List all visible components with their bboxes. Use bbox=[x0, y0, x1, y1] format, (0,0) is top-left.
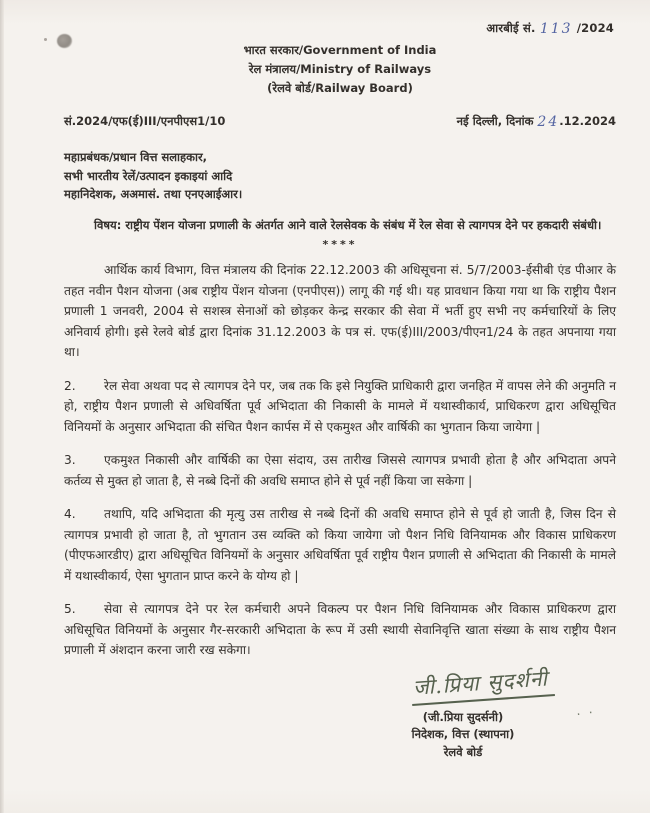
rbe-number-line bbox=[64, 20, 616, 36]
signatory-organization: रेलवे बोर्ड bbox=[443, 744, 483, 759]
reference-row bbox=[64, 113, 616, 129]
letterhead-ministry: रेल मंत्रालय/Ministry of Railways bbox=[248, 62, 432, 76]
file-number: सं.2024/एफ(ई)III/एनपीएस1/10 bbox=[64, 114, 226, 128]
addressee-line: सभी भारतीय रेलें/उत्पादन इकाइयां आदि bbox=[64, 168, 233, 183]
addressee-line: महाप्रबंधक/प्रधान वित्त सलाहकार, bbox=[64, 150, 208, 164]
addressee-block bbox=[64, 148, 616, 204]
rbe-label: आरबीई सं. bbox=[486, 21, 536, 35]
paragraph-number: 4. bbox=[64, 507, 76, 521]
paragraph-text: सेवा से त्यागपत्र देने पर रेल कर्मचारी अपने विकल्प पर पैशन निधि विनियामक और विकास प्राधिकरण द्वारा अधिसूचित विनियमों के अनुसार गैर-सरकारी अभिदाता के रूप में उसी स्थायी सेवानिवृत्ति खाता संख्या के साथ राष्ट्रीय पैशन प्रणाली में अंशदान करना जारी रख सकेगा। bbox=[64, 602, 616, 657]
paragraph-number: 2. bbox=[64, 378, 76, 393]
addressee-line: महानिदेशक, अअमासं. तथा एनएआईआर। bbox=[64, 187, 243, 201]
letterhead-board: (रेलवे बोर्ड/Railway Board) bbox=[267, 81, 413, 95]
scan-smudge-mark bbox=[57, 34, 72, 48]
subject-label: विषय: bbox=[94, 217, 122, 232]
rbe-year: /2024 bbox=[576, 21, 614, 35]
place-date bbox=[457, 113, 616, 129]
letterhead bbox=[64, 41, 616, 98]
subject-line bbox=[94, 216, 619, 236]
date-month-year: .12.2024 bbox=[559, 114, 616, 128]
letter-body bbox=[64, 260, 616, 661]
place-date-prefix: नई दिल्ली, दिनांक bbox=[456, 114, 534, 128]
paragraph-number: 5. bbox=[64, 602, 76, 616]
paragraph-1 bbox=[64, 260, 616, 363]
handwritten-signature: जी.प्रिया सुदर्शनी bbox=[410, 664, 555, 706]
paragraph-text: रेल सेवा अथवा पद से त्यागपत्र देने पर, जब तक कि इसे नियुक्ति प्राधिकारी द्वारा जनहित में वापस लेने की अनुमति न हो, राष्ट्रीय पैशन प्रणाली से अधिवर्षिता पूर्व अभिदाता की निकासी के मामले में यथास्वीकार्य, प्राधिकरण द्वारा अधिसूचित विनियमों के अनुसार अभिदाता की संचित पैशन कार्पस में से एकमुश्त और वार्षिकी का भुगतान किया जायेगा | bbox=[64, 378, 616, 434]
paragraph-2 bbox=[64, 376, 616, 438]
date-day-handwritten: 24 bbox=[537, 114, 560, 130]
star-separator: **** bbox=[322, 238, 358, 251]
paragraph-3 bbox=[64, 450, 616, 491]
paragraph-text: आर्थिक कार्य विभाग, वित्त मंत्रालय की दिनांक 22.12.2003 की अधिसूचना सं. 5/7/2003-ईसीबी एंड पीआर के तहत नवीन पैशन योजना (अब राष्ट्रीय पेंशन योजना (एनपीएस)) लागू की गई थी। यह प्रावधान किया गया था कि राष्ट्रीय पैशन प्रणाली 1 जनवरी, 2004 से सशस्त्र सेनाओं को छोड़कर केन्द्र सरकार की सेवा में भर्ती हुए सभी नए कर्मचारियों के लिए अनिवार्य होगी। इसे रेलवे बोर्ड द्वारा दिनांक 31.12.2003 के पत्र सं. एफ(ई)III/2003/पीएन1/24 के तहत अपनाया गया था। bbox=[64, 263, 616, 359]
paragraph-number: 3. bbox=[64, 453, 76, 467]
scan-dot-mark bbox=[44, 38, 47, 41]
signature-block bbox=[338, 663, 595, 761]
signatory-name: (जी.प्रिया सुदर्सनी) bbox=[422, 709, 504, 724]
paragraph-5 bbox=[64, 599, 616, 661]
paragraph-4 bbox=[64, 504, 616, 586]
rbe-number-handwritten: 113 bbox=[539, 21, 573, 37]
paragraph-text: तथापि, यदि अभिदाता की मृत्यु उस तारीख से नब्बे दिनों की अवधि समाप्त होने से पूर्व हो जाती है, जिस दिन से त्यागपत्र प्रभावी हो जाता है, तो भुगतान उस व्यक्ति को किया जायेगा जो पैशन निधि विनियामक और विकास प्राधिकरण (पीएफआरडीए) द्वारा अधिसूचित विनियमों के अनुसार अधिवर्षिता पूर्व राष्ट्रीय पैशन प्रणाली से अभिदाता की निकासी के मामले में यथास्वीकार्य, ऐसा भुगतान प्राप्त करने के योग्य हो | bbox=[64, 507, 616, 583]
subject-text: राष्ट्रीय पेंशन योजना प्रणाली के अंतर्गत आने वाले रेलसेवक के संबंध में रेल सेवा से त्यागपत्र देने पर हकदारी संबंधी। bbox=[125, 217, 602, 232]
letterhead-country: भारत सरकार/Government of India bbox=[243, 43, 437, 57]
signatory-designation: निदेशक, वित्त (स्थापना) bbox=[411, 726, 515, 741]
paragraph-text: एकमुश्त निकासी और वार्षिकी का ऐसा संदाय, उस तारीख जिससे त्यागपत्र प्रभावी होता है और अभिदाता अपने कर्तव्य से मुक्त हो जाता है, से नब्बे दिनों की अवधि समाप्त होने से पूर्व नहीं किया जा सकेगा | bbox=[64, 453, 616, 488]
signature-flourish-dots: . . bbox=[574, 701, 595, 719]
